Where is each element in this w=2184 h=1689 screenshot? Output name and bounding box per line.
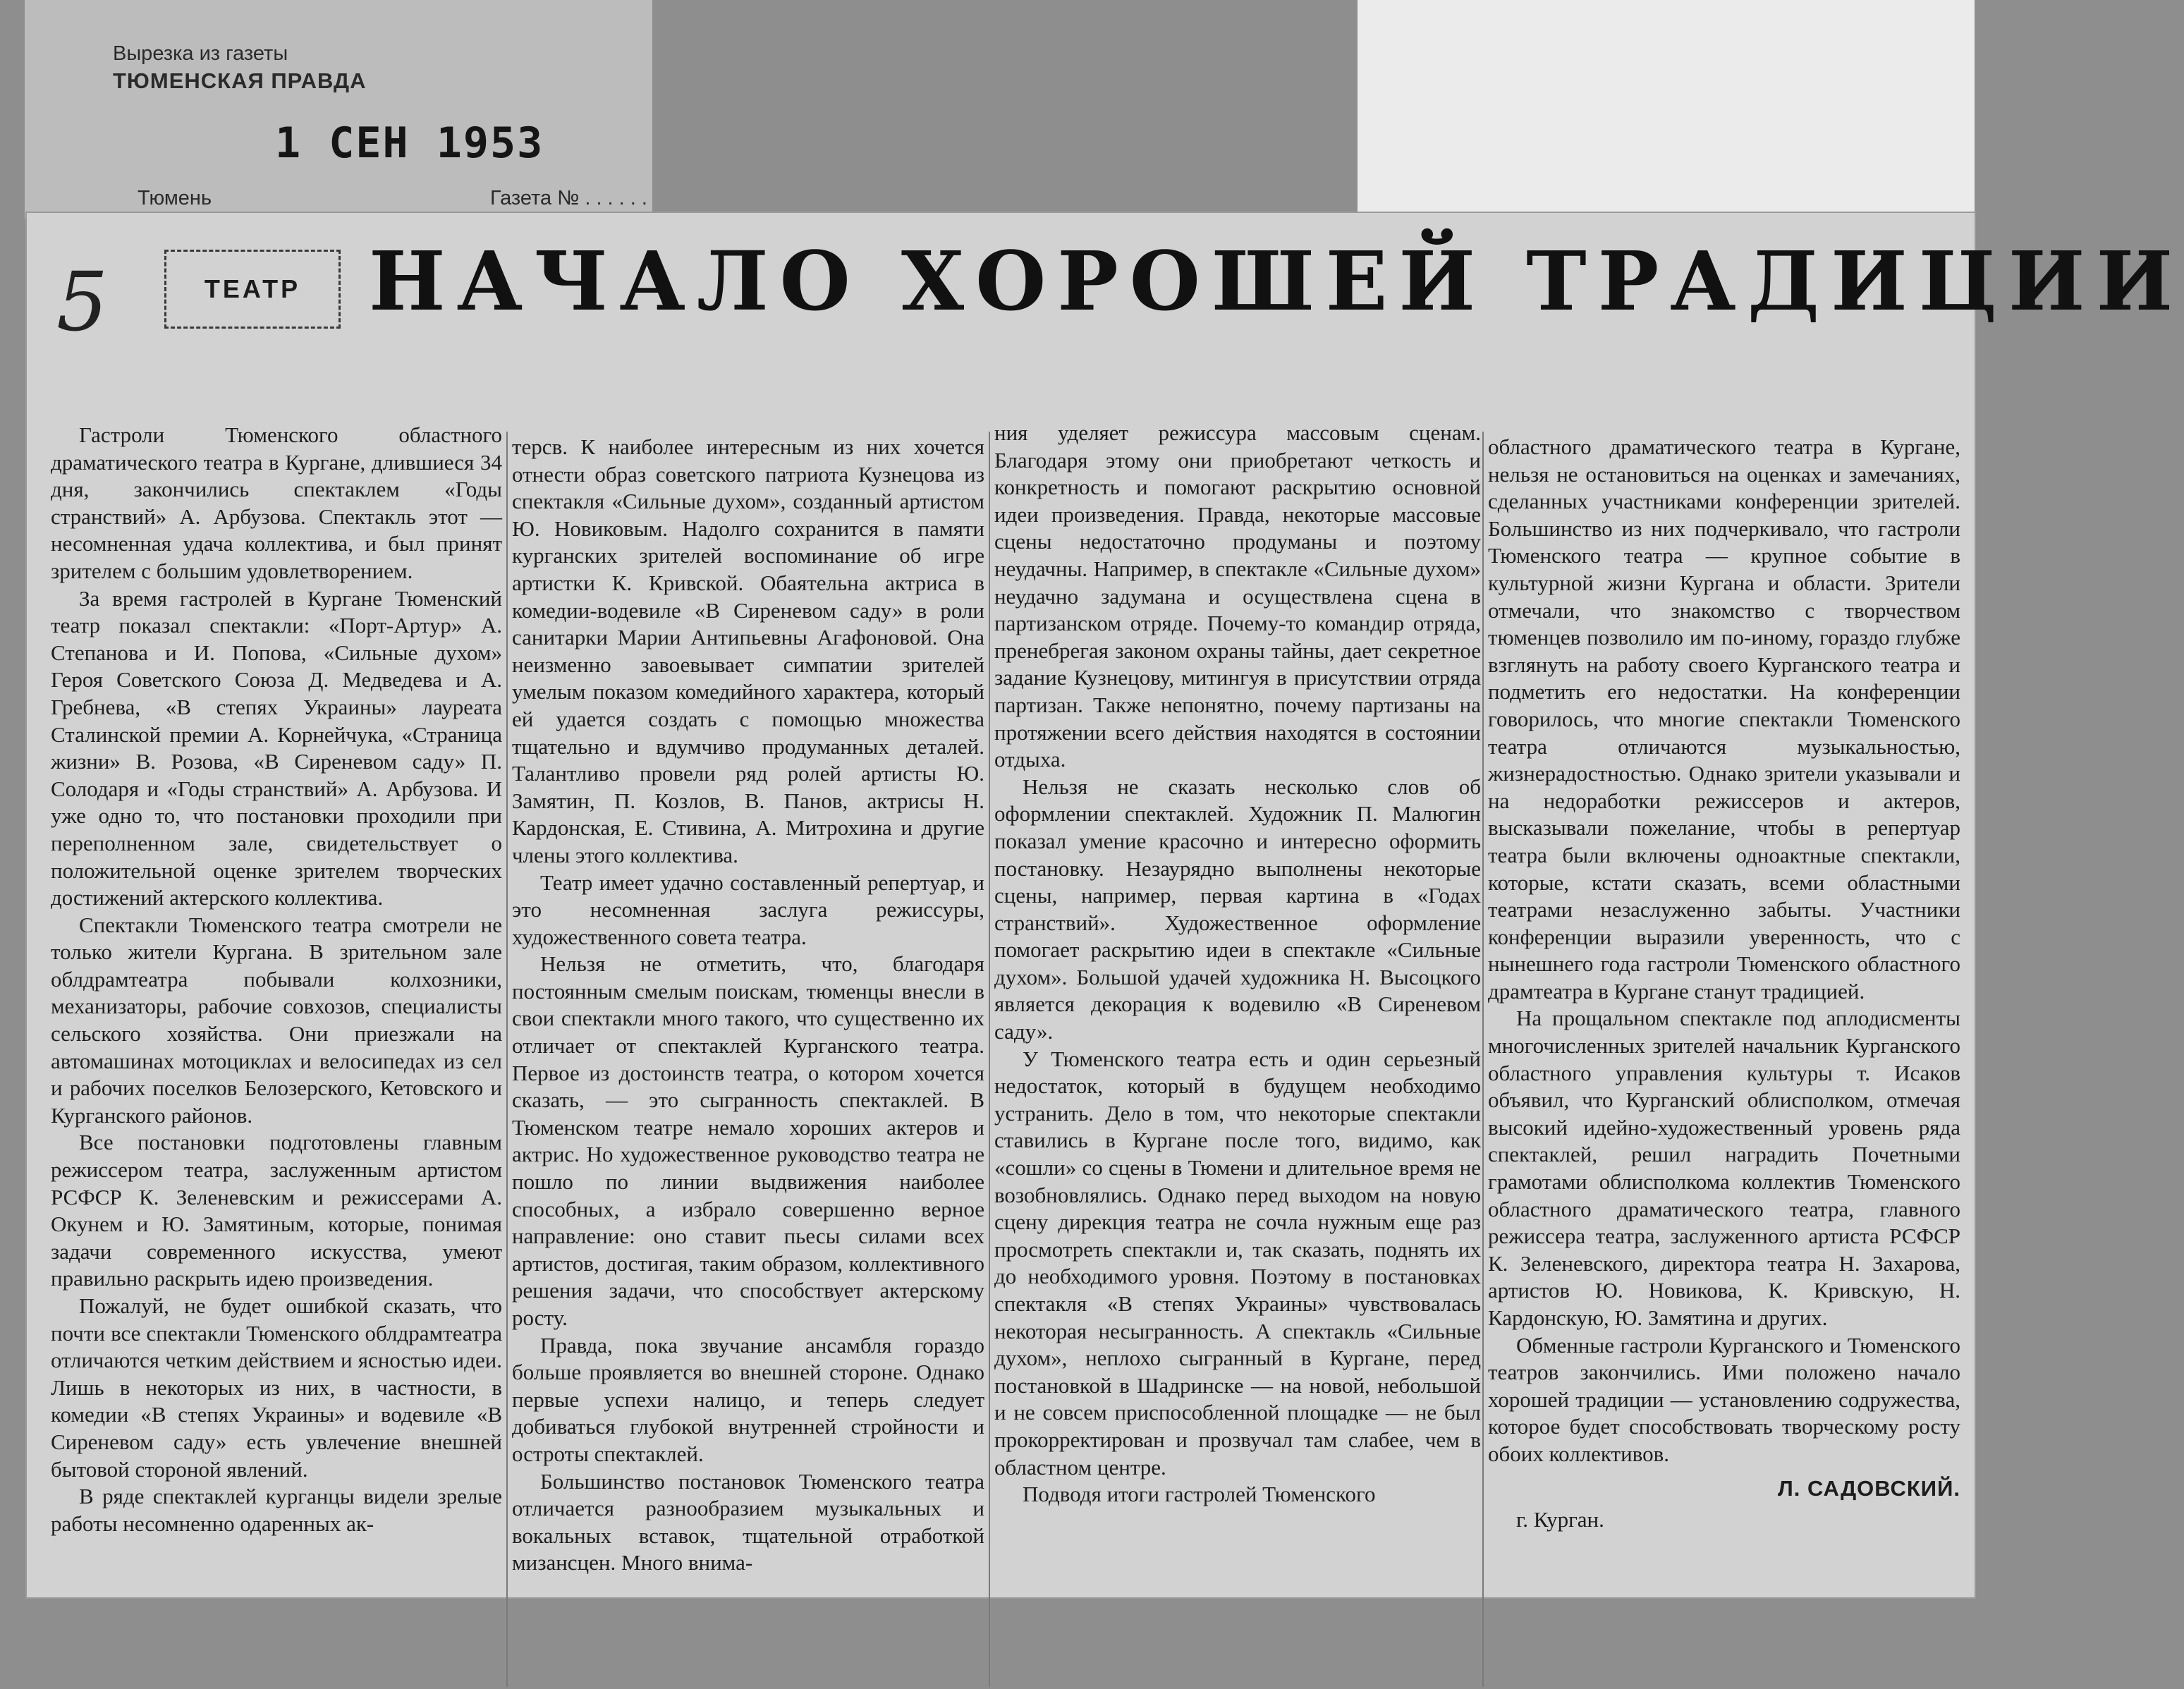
column-divider <box>989 432 990 1687</box>
dateline-place: г. Курган. <box>1516 1507 1604 1532</box>
paragraph: Правда, пока звучание ансамбля гораздо больше проявляется во внешней стороне. Однако первые успехи налицо, и теперь следует добиваться глубокой внутренней стройности и остроты спектаклей. <box>512 1332 984 1466</box>
paragraph: У Тюменского театра есть и один серьезный недостаток, который в будущем необходимо устранить. Дело в том, что некоторые спектакли ставились в Кургане после того, видимо, как «сошли» со сцены в Тюмени и длительное время не возобновлялись. Однако перед выходом на новую сцену дирекция театра не сочла нужным еще раз просмотреть спектакли и, так сказать, поднять их до необходимого уровня. Поэтому в постановках спектакля «В степях Украины» чувствовалась некоторая несыгранность. А спектакль «Сильные духом», неплохо сыгранный в Кургане, перед постановкой в Шадринске — на новой, небольшой и не совсем приспособленной площадке — не был прокорректирован и прозвучал там слабее, чем в областном центре. <box>994 1046 1481 1480</box>
rubric-box <box>164 250 341 329</box>
paragraph: Гастроли Тюменского областного драматического театра в Кургане, длившиеся 34 дня, закончились спектаклем «Годы странствий» А. Арбузова. Спектакль этот — несомненная удача коллектива, и был принят зрителем с большим удовлетворением. <box>51 422 502 583</box>
article-column-3 <box>994 420 1481 1675</box>
paragraph: областного драматического театра в Кургане, нельзя не остановиться на оценках и замечаниях, сделанных участниками конференции зрителей. Большинство из них подчеркивало, что гастроли Тюменского театра — крупное событие в культурной жизни Кургана и области. Зрители отмечали, что знакомство с творчеством тюменцев позволило им по-иному, гораздо глубже взглянуть на работу своего Курганского театра и подметить его недостатки. На конференции говорилось, что многие спектакли Тюменского театра отличаются музыкальностью, жизнерадостностью. Однако зрители указывали и на недоработки режиссеров и актеров, высказывали пожелание, чтобы в репертуар театра были включены одноактные спектакли, которые, кстати сказать, всеми областными театрами незаслуженно забыты. Участники конференции выразили уверенность, что с нынешнего года гастроли Тюменского областного драмтеатра в Кургане станут традицией. <box>1488 434 1960 1004</box>
rubric-label: ТЕАТР <box>204 274 301 303</box>
article-column-4 <box>1488 434 1960 1689</box>
paragraph: Большинство постановок Тюменского театра отличается разнообразием музыкальных и вокальных вставок, тщательной отработкой мизансцен. Много внима- <box>512 1468 984 1575</box>
paragraph: Нельзя не отметить, что, благодаря постоянным смелым поискам, тюменцы внесли в свои спектакли много такого, что существенно их отличает от спектаклей Курганского театра. Первое из достоинств театра, о котором хочется сказать, — это сыгранность спектаклей. В Тюменском театре немало хороших актеров и актрис. Но художественное руководство театра не пошло по линии выдвижения наиболее способных, а избрало совершенно верное направление: оно ставит пьесы силами всех артистов, достигая, таким образом, коллективного решения задачи, что способствует актерскому росту. <box>512 951 984 1330</box>
article-column-1 <box>51 422 502 1677</box>
handwritten-number: 5 <box>56 255 109 350</box>
clipping-caption: Вырезка из газеты <box>113 42 288 65</box>
paragraph: Театр имеет удачно составленный репертуар, и это несомненная заслуга режиссуры, художественного совета театра. <box>512 870 984 949</box>
paragraph: В ряде спектаклей курганцы видели зрелые работы несомненно одаренных ак- <box>51 1484 502 1536</box>
newspaper-clipping <box>27 213 2184 1597</box>
clipping-label-card <box>25 0 652 219</box>
city-label: Тюмень <box>138 187 212 209</box>
newspaper-name: ТЮМЕНСКАЯ ПРАВДА <box>113 68 367 93</box>
paragraph: На прощальном спектакле под аплодисменты многочисленных зрителей начальник Курганского областного управления культуры т. Исаков объявил, что Курганский облисполком, отмечая высокий идейно-художественный уровень ряда спектаклей, решил наградить Почетными грамотами облисполкома коллектив Тюменского областного драматического театра, главного режиссера театра, заслуженного артиста РСФСР К. Зеленевского, директора театра Н. Захарова, артистов Ю. Новикова, К. Кривскую, Н. Кардонскую, Ю. Замятина и других. <box>1488 1006 1960 1330</box>
paragraph: Нельзя не сказать несколько слов об оформлении спектаклей. Художник П. Малюгин показал умение красочно и интересно оформить постановку. Незаурядно выполнены некоторые сцены, например, первая картина в «Годах странствий». Художественное оформление помогает раскрытию идеи в спектакле «Сильные духом». Большой удачей художника Н. Высоцкого является декорация к водевилю «В Сиреневом саду». <box>994 774 1481 1044</box>
paragraph: Пожалуй, не будет ошибкой сказать, что почти все спектакли Тюменского облдрамтеатра отличаются четким действием и ясностью идеи. Лишь в некоторых из них, в частности, в комедии «В степях Украины» и водевиле «В Сиреневом саду» есть увлечение внешней бытовой стороной явлений. <box>51 1293 502 1482</box>
article-body <box>27 333 1975 1597</box>
author-signature: Л. САДОВСКИЙ. <box>1777 1475 1960 1501</box>
paragraph: Спектакли Тюменского театра смотрели не только жители Кургана. В зрительном зале облдрамтеатра побывали колхозники, механизаторы, рабочие совхозов, специалисты сельского хозяйства. Они приезжали на автомашинах мотоциклах и велосипедах из сел и рабочих поселков Белозерского, Кетовского и Курганского районов. <box>51 912 502 1128</box>
paragraph: Все постановки подготовлены главным режиссером театра, заслуженным артистом РСФСР К. Зеленевским и режиссерами А. Окунем и Ю. Замятиным, которые, понимая задачи современного искусства, умеют правильно раскрыть идею произведения. <box>51 1130 502 1291</box>
paragraph: За время гастролей в Кургане Тюменский театр показал спектакли: «Порт-Артур» А. Степанова и И. Попова, «Сильные духом» Героя Советского Союза Д. Медведева и А. Гребнева, «В степях Украины» лауреата Сталинской премии А. Корнейчука, «Страница жизни» В. Розова, «В Сиреневом саду» П. Солодаря и «Годы странствий» А. Арбузова. И уже одно то, что постановки проходили при переполненном зале, свидетельствует о положительной оценке зрителем творческих достижений актерского коллектива. <box>51 585 502 910</box>
paragraph: ния уделяет режиссура массовым сценам. Благодаря этому они приобретают четкость и конкретность и помогают раскрытию основной идеи произведения. Правда, некоторые массовые сцены недостаточно продуманы и поэтому неудачны. Например, в спектакле «Сильные духом» неудачно задумана и осуществлена сцена в партизанском отряде. Почему-то командир отряда, пренебрегая законом охраны тайны, дает секретное задание Кузнецову, митингуя в присутствии отряда партизан. Также непонятно, почему партизаны на протяжении всего действия находятся в состоянии отдыха. <box>994 420 1481 772</box>
paragraph: терсв. К наиболее интересным из них хочется отнести образ советского патриота Кузнецова из спектакля «Сильные духом», созданный артистом Ю. Новиковым. Надолго сохранится в памяти курганских зрителей воспоминание об игре артистки К. Кривской. Обаятельна актриса в комедии-водевиле «В Сиреневом саду» в роли санитарки Марии Антипьевны Агафоновой. Она неизменно завоевывает симпатии зрителей умелым показом комедийного характера, который ей удается создать с помощью множества тщательно и вдумчиво продуманных деталей. Талантливо провели ряд ролей артисты Ю. Замятин, П. Козлов, В. Панов, актрисы Н. Кардонская, Е. Стивина, А. Митрохина и другие члены этого коллектива. <box>512 434 984 867</box>
column-divider <box>1482 432 1484 1687</box>
date-stamp: 1 СЕН 1953 <box>275 118 544 168</box>
issue-number-label: Газета № . . . . . . <box>490 187 647 209</box>
article-headline: НАЧАЛО ХОРОШЕЙ ТРАДИЦИИ <box>369 234 2184 329</box>
scan-background <box>1358 0 1975 219</box>
paragraph: Обменные гастроли Курганского и Тюменского театров закончились. Ими положено начало хорошей традиции — установлению содружества, которое будет способствовать творческому росту обоих коллективов. <box>1488 1332 1960 1466</box>
article-column-2 <box>512 434 984 1689</box>
column-divider <box>506 432 508 1687</box>
paragraph: Подводя итоги гастролей Тюменского <box>1023 1482 1376 1507</box>
